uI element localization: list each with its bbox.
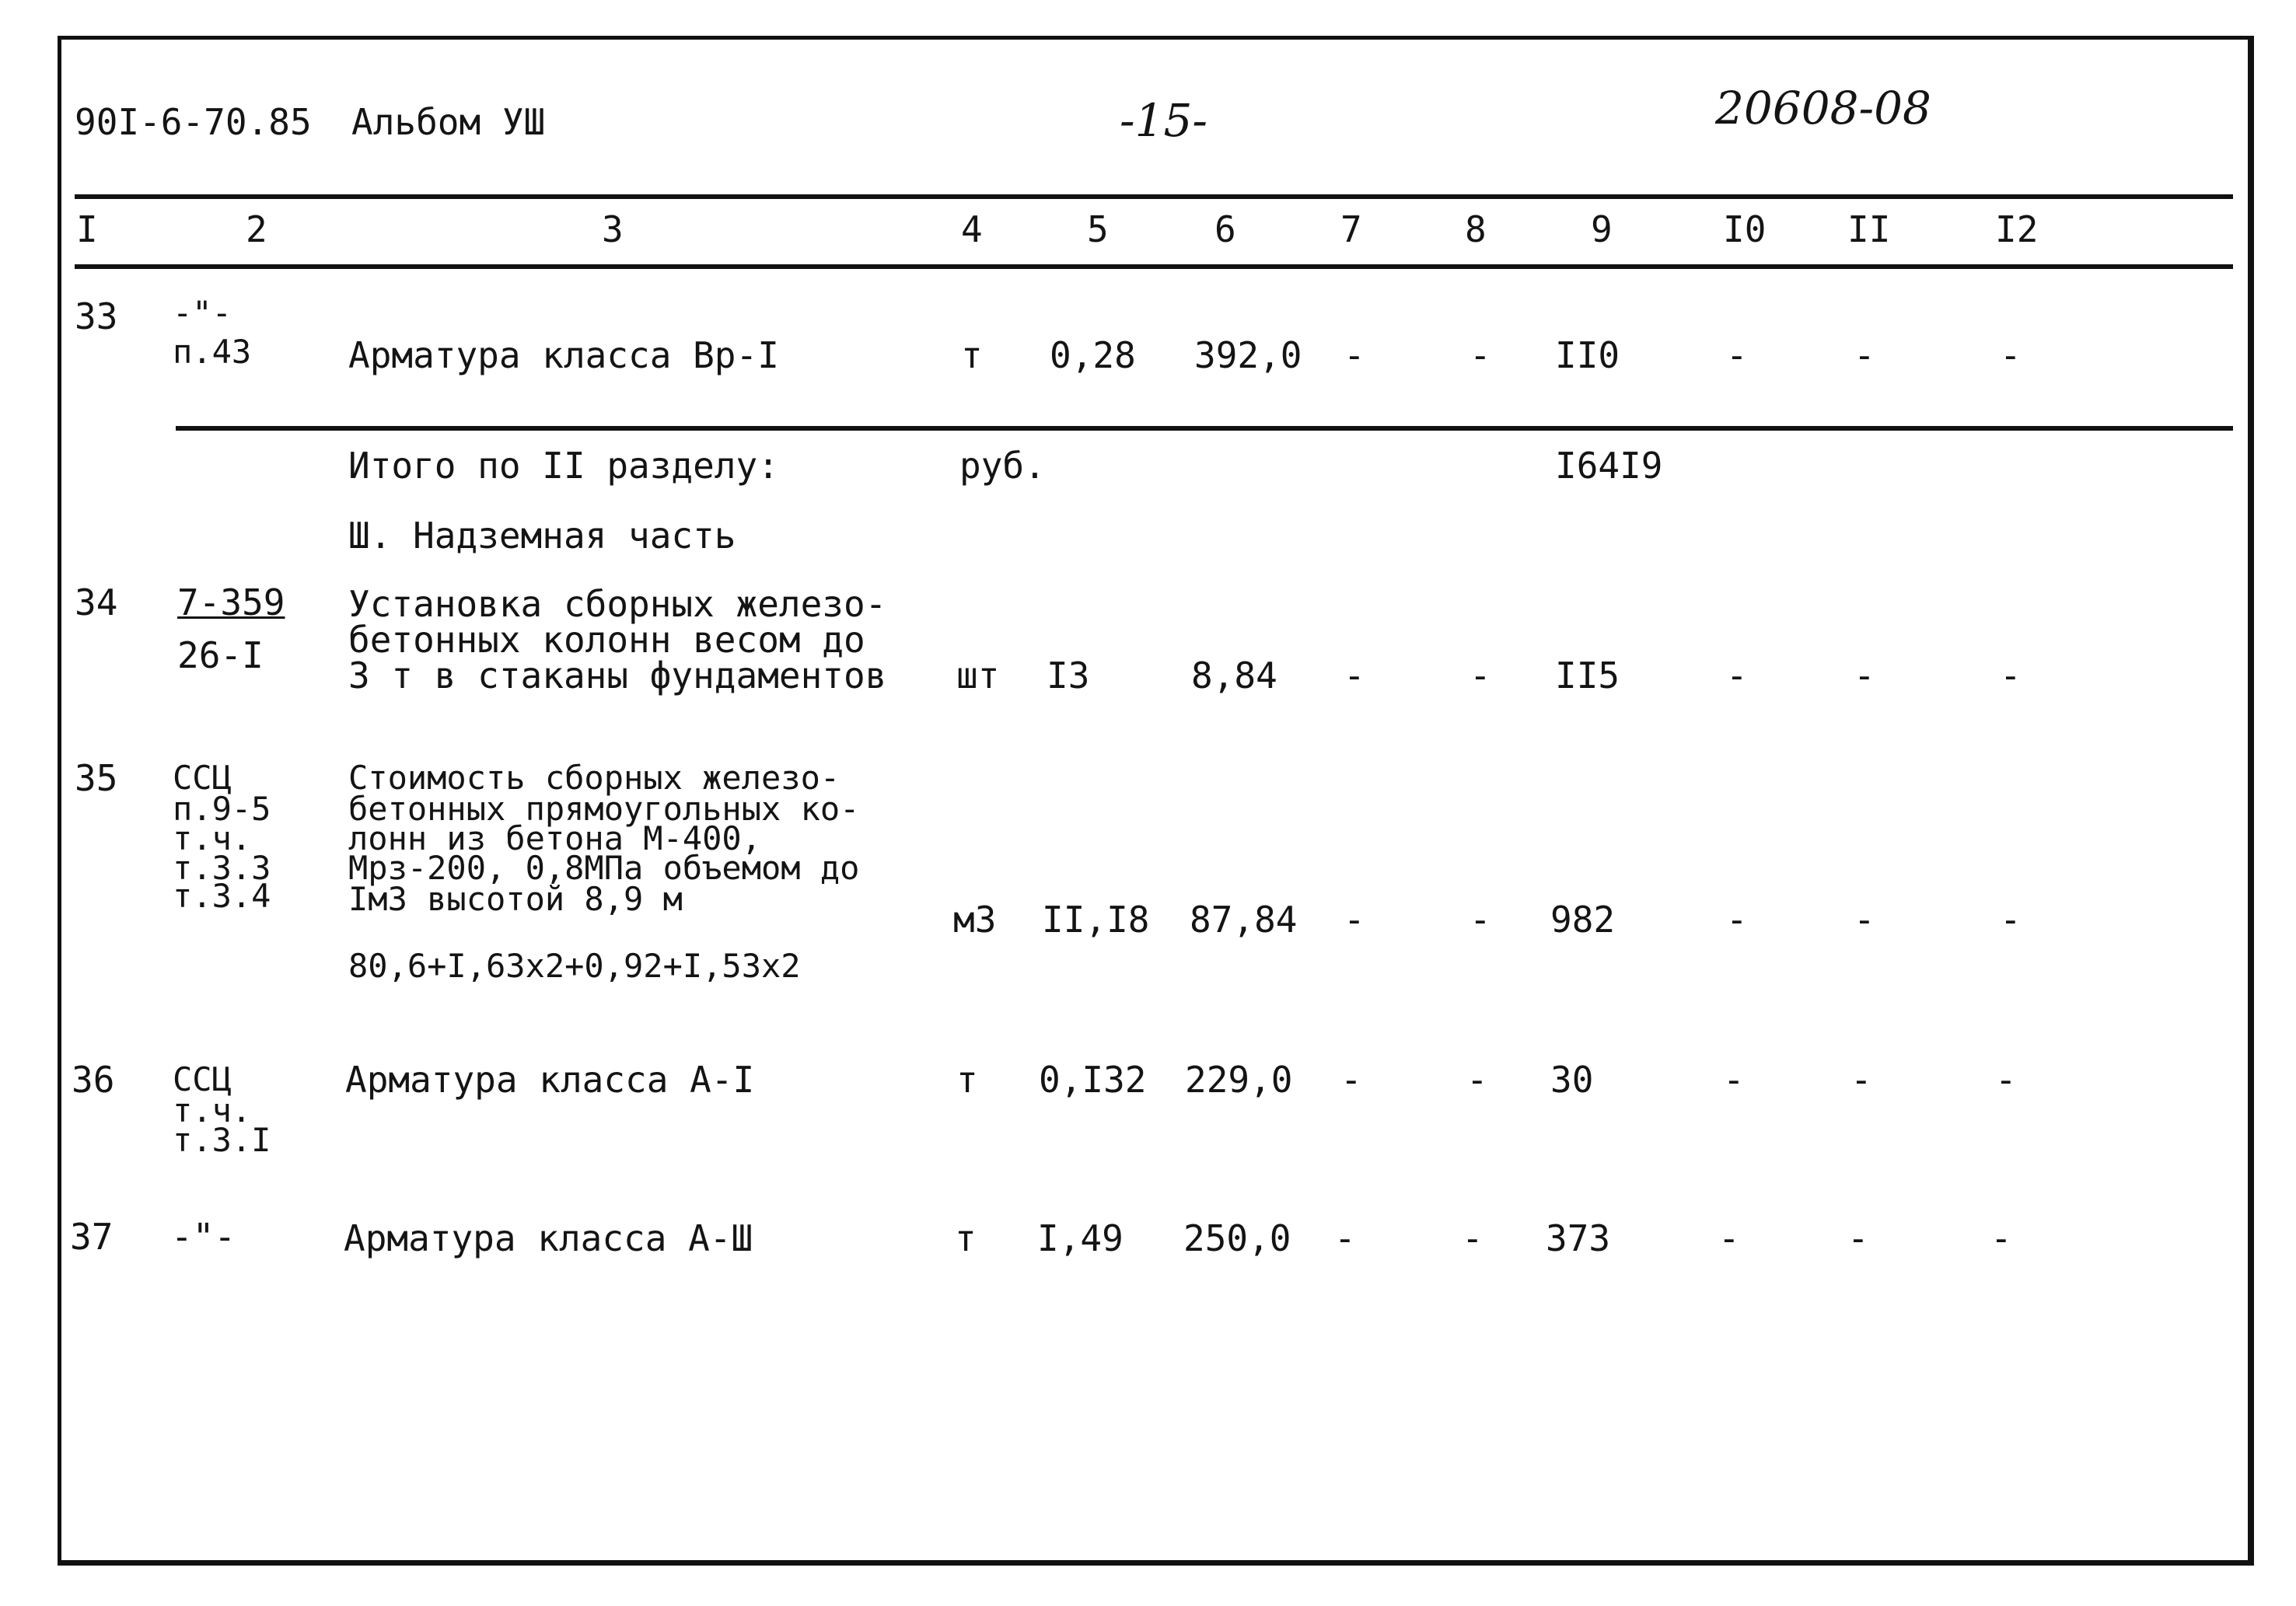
album-code: 90I-6-70.85 bbox=[75, 101, 312, 143]
row-col9: 373 bbox=[1546, 1217, 1611, 1259]
row-reference: 26-I bbox=[177, 634, 264, 676]
row-col9: 30 bbox=[1550, 1059, 1594, 1101]
row-col7: - bbox=[1344, 655, 1365, 697]
row-col10: - bbox=[1726, 655, 1748, 697]
row-col10: - bbox=[1718, 1217, 1740, 1259]
row-unit-price: 229,0 bbox=[1185, 1059, 1293, 1101]
row-col11: - bbox=[1847, 1217, 1869, 1259]
col-header-4: 4 bbox=[961, 208, 983, 250]
row-description: Установка сборных железо- bbox=[348, 583, 887, 625]
row-reference: т.3.I bbox=[173, 1121, 271, 1159]
row-col11: - bbox=[1854, 334, 1875, 376]
row-reference: т.ч. bbox=[173, 819, 252, 857]
row-col10: - bbox=[1723, 1059, 1745, 1101]
row-unit: т bbox=[961, 334, 983, 376]
row-col8: - bbox=[1462, 1217, 1483, 1259]
row-reference: 7-359 bbox=[177, 581, 285, 623]
row-number: 37 bbox=[70, 1216, 114, 1258]
row-col12: - bbox=[2000, 899, 2022, 941]
row-unit: м3 bbox=[953, 899, 997, 941]
row-unit-price: 392,0 bbox=[1194, 334, 1302, 376]
row-col10: - bbox=[1726, 334, 1748, 376]
col-header-1: I bbox=[76, 208, 98, 250]
row-reference: т.3.4 bbox=[173, 877, 271, 915]
col-header-7: 7 bbox=[1340, 208, 1362, 250]
row-number: 33 bbox=[75, 295, 118, 337]
subtotal-unit: руб. bbox=[959, 445, 1046, 487]
col-header-12: I2 bbox=[1995, 208, 2039, 250]
row-reference: -"- bbox=[171, 1216, 236, 1258]
col-header-2: 2 bbox=[246, 208, 267, 250]
row-quantity: 0,I32 bbox=[1039, 1059, 1147, 1101]
row-reference: п.43 bbox=[173, 333, 252, 371]
col-header-8: 8 bbox=[1465, 208, 1487, 250]
row-description: Арматура класса Вр-I bbox=[348, 334, 779, 376]
col-header-3: 3 bbox=[602, 208, 624, 250]
row-description: Мрз-200, 0,8МПа объемом до bbox=[348, 849, 860, 887]
col-header-9: 9 bbox=[1591, 208, 1613, 250]
row-col12: - bbox=[2000, 334, 2022, 376]
row-unit: шт bbox=[956, 655, 1000, 697]
row-col10: - bbox=[1726, 899, 1748, 941]
row-col9: II5 bbox=[1555, 655, 1620, 697]
row-quantity: II,I8 bbox=[1042, 899, 1150, 941]
row-col8: - bbox=[1470, 899, 1491, 941]
row-col11: - bbox=[1850, 1059, 1872, 1101]
row-col12: - bbox=[1990, 1217, 2012, 1259]
row-description: Iм3 высотой 8,9 м bbox=[348, 880, 683, 918]
row-description: бетонных колонн весом до bbox=[348, 619, 865, 661]
row-col11: - bbox=[1854, 655, 1875, 697]
subtotal-rule bbox=[176, 426, 2233, 431]
col-header-10: I0 bbox=[1723, 208, 1767, 250]
row-reference: ССЦ bbox=[173, 1060, 232, 1098]
row-description: Арматура класса А-Ш bbox=[344, 1217, 753, 1259]
header-top-rule bbox=[75, 194, 2233, 199]
row-description: 3 т в стаканы фундаментов bbox=[348, 655, 887, 697]
header-bottom-rule bbox=[75, 264, 2233, 269]
row-col7: - bbox=[1344, 334, 1365, 376]
row-unit-price: 8,84 bbox=[1191, 655, 1277, 697]
document-number: 20608-08 bbox=[1715, 82, 1931, 134]
section-heading: Ш. Надземная часть bbox=[348, 515, 736, 557]
row-reference: п.9-5 bbox=[173, 790, 271, 828]
row-col8: - bbox=[1466, 1059, 1488, 1101]
row-description: Арматура класса А-I bbox=[345, 1059, 755, 1101]
row-col7: - bbox=[1340, 1059, 1362, 1101]
row-col9: II0 bbox=[1555, 334, 1620, 376]
row-col7: - bbox=[1334, 1217, 1356, 1259]
subtotal-value: I64I9 bbox=[1555, 445, 1663, 487]
album-title: Альбом УШ bbox=[351, 101, 546, 143]
page-number: -15- bbox=[1120, 94, 1207, 147]
row-description: лонн из бетона М-400, bbox=[348, 819, 762, 857]
col-header-5: 5 bbox=[1087, 208, 1109, 250]
row-reference: т.ч. bbox=[173, 1091, 252, 1129]
row-quantity: I3 bbox=[1047, 655, 1090, 697]
subtotal-label: Итого по II разделу: bbox=[348, 445, 779, 487]
row-unit-price: 87,84 bbox=[1190, 899, 1298, 941]
row-col8: - bbox=[1470, 334, 1491, 376]
row-description: Стоимость сборных железо- bbox=[348, 759, 840, 797]
row-reference: ССЦ bbox=[173, 759, 232, 797]
row-formula: 80,6+I,63х2+0,92+I,53х2 bbox=[348, 947, 801, 985]
row-quantity: I,49 bbox=[1037, 1217, 1124, 1259]
row-unit: т bbox=[956, 1059, 978, 1101]
row-unit-price: 250,0 bbox=[1183, 1217, 1291, 1259]
col-header-11: II bbox=[1847, 208, 1891, 250]
row-col8: - bbox=[1470, 655, 1491, 697]
row-unit: т bbox=[955, 1217, 977, 1259]
row-quantity: 0,28 bbox=[1050, 334, 1136, 376]
row-number: 36 bbox=[72, 1059, 115, 1101]
row-col12: - bbox=[1995, 1059, 2017, 1101]
col-header-6: 6 bbox=[1214, 208, 1236, 250]
row-reference: -"- bbox=[173, 294, 232, 332]
row-col12: - bbox=[2000, 655, 2022, 697]
row-number: 35 bbox=[75, 757, 118, 799]
row-col7: - bbox=[1344, 899, 1365, 941]
row-description: бетонных прямоугольных ко- bbox=[348, 790, 860, 828]
row-col11: - bbox=[1854, 899, 1875, 941]
row-reference: т.3.3 bbox=[173, 849, 271, 887]
row-number: 34 bbox=[75, 581, 118, 623]
row-col9: 982 bbox=[1550, 899, 1616, 941]
